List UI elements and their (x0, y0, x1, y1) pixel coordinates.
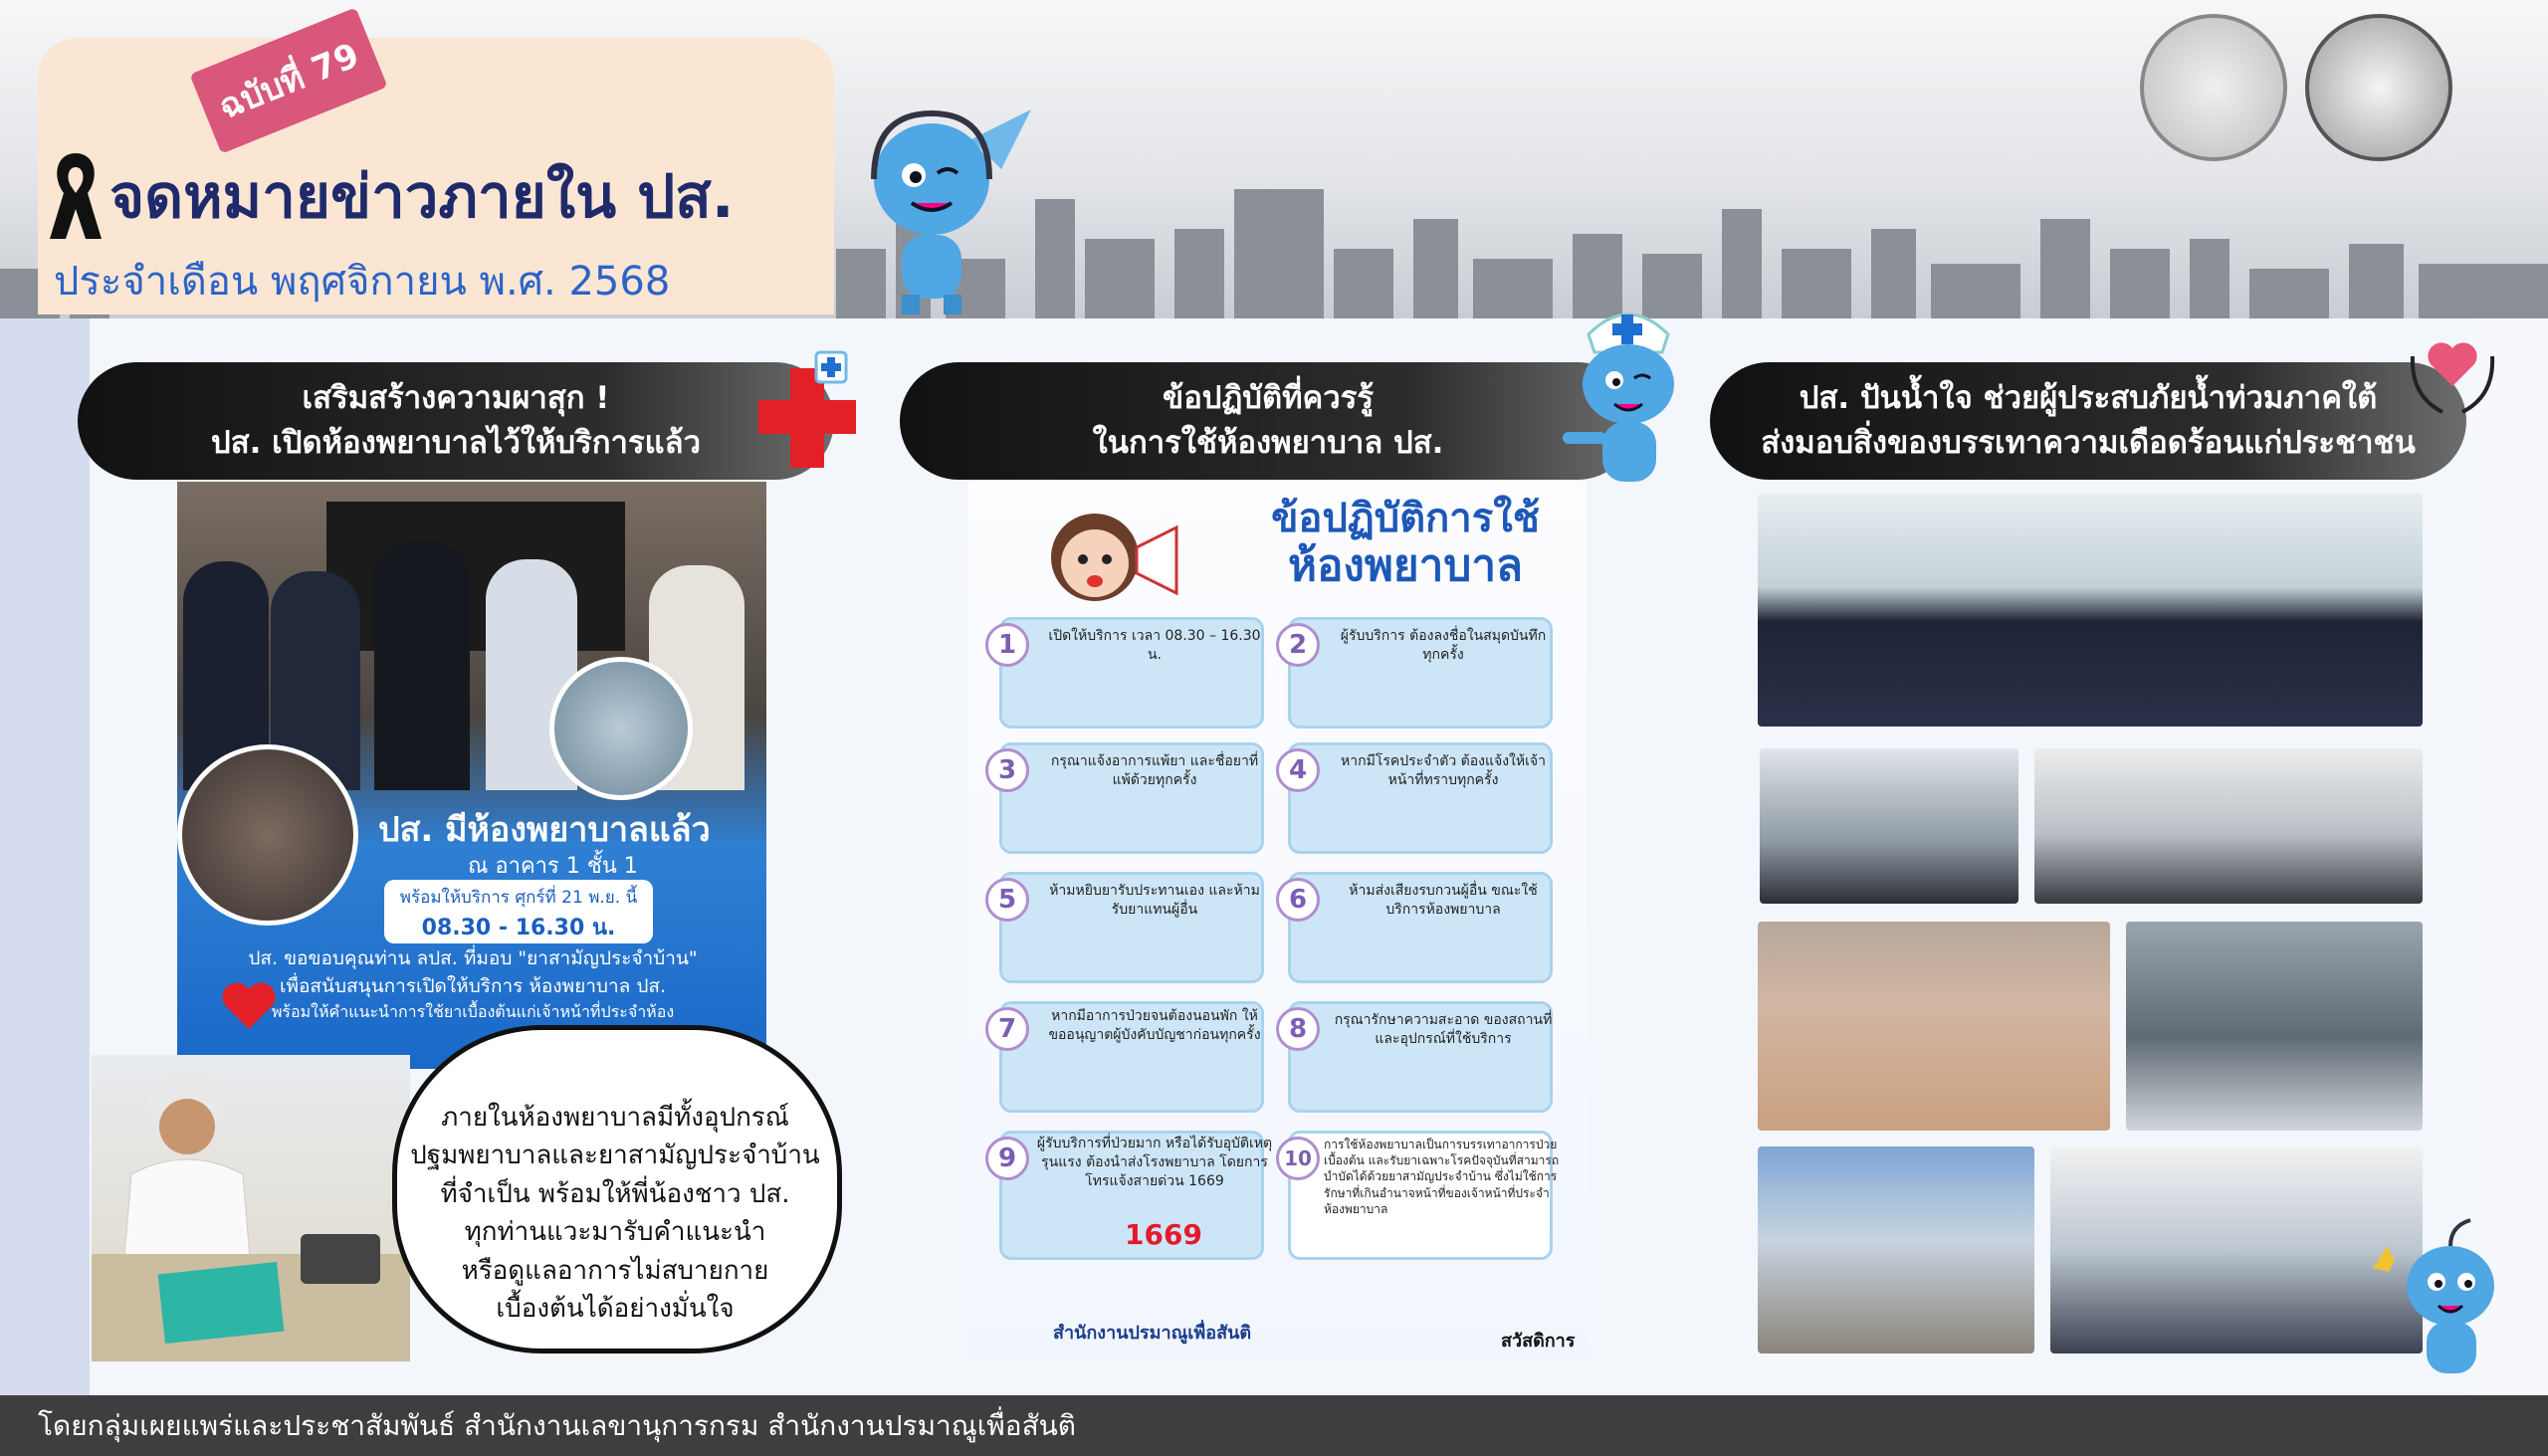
bubble-line1: ภายในห้องพยาบาลมีทั้งอุปกรณ์ (441, 1103, 789, 1133)
mascot-waving-icon (2369, 1216, 2508, 1385)
donation-photo-5 (2126, 922, 2423, 1131)
rule-number-10: 10 (1276, 1137, 1320, 1180)
column2-heading-line2: ในการใช้ห้องพยาบาล ปส. (1092, 425, 1444, 461)
rule-text-7: หากมีอาการป่วยจนต้องนอนพัก ให้ขออนุญาตผู้บังคับบัญชาก่อนทุกครั้ง (1048, 1008, 1261, 1043)
rule-text-10: การใช้ห้องพยาบาลเป็นการบรรเทาอาการป่วยเบื้องต้น และรับยาเฉพาะโรคปัจจุบันที่สามารถบำบัดได้ด้วยยาสามัญประจำบ้าน ซึ่งไม่ใช้การรักษาที่เกินอำนาจหน้าที่ของเจ้าหน้าที่ประจำห้องพยาบาล (1324, 1138, 1560, 1216)
hands-heart-icon (2405, 316, 2500, 416)
bubble-line4: ทุกท่านแวะมารับคำแนะนำ (464, 1217, 766, 1248)
rule-text-5: ห้ามหยิบยารับประทานเอง และห้ามรับยาแทนผู้อื่น (1049, 883, 1260, 918)
mourning-ribbon-icon (46, 149, 106, 243)
newsletter-subtitle: ประจำเดือน พฤศจิกายน พ.ศ. 2568 (54, 259, 671, 305)
column3-heading (1710, 362, 2466, 480)
banner-floor: ณ อาคาร 1 ชั้น 1 (468, 854, 638, 879)
bubble-line6: เบื้องต้นได้อย่างมั่นใจ (496, 1294, 735, 1325)
banner-thanks (199, 945, 746, 1023)
doctor-photo (92, 1055, 410, 1361)
ministry-seal-logo (2305, 14, 2452, 161)
rule-number-5: 5 (985, 878, 1029, 922)
left-side-band (0, 318, 90, 1395)
rule-text-4: หากมีโรคประจำตัว ต้องแจ้งให้เจ้าหน้าที่ทราบทุกครั้ง (1341, 753, 1546, 788)
oap-seal-logo (2140, 14, 2287, 161)
footer-credits: โดยกลุ่มเผยแพร่และประชาสัมพันธ์ สำนักงานเลขานุการกรม สำนักงานปรมาณูเพื่อสันติ (0, 1395, 2548, 1456)
banner-thanks-line1: ปส. ขอขอบคุณท่าน ลปส. ที่มอบ "ยาสามัญประจำบ้าน" (248, 947, 698, 969)
rule-number-2: 2 (1276, 623, 1320, 667)
rule-number-6: 6 (1276, 878, 1320, 922)
poster-title-line1: ข้อปฏิบัติการใช้ (1271, 496, 1540, 541)
red-cross-icon (752, 348, 862, 478)
agency-seals (2140, 14, 2458, 163)
rule-text-1: เปิดให้บริการ เวลา 08.30 – 16.30 น. (1048, 628, 1261, 663)
rule-number-7: 7 (985, 1007, 1029, 1051)
donation-photo-3 (2034, 748, 2423, 904)
banner-thanks-line3: พร้อมให้คำแนะนำการใช้ยาเบื้องต้นแก่เจ้าหน้าที่ประจำห้อง (271, 1002, 675, 1022)
column2-heading (900, 362, 1636, 480)
bubble-line5: หรือดูแลอาการไม่สบายกาย (461, 1255, 769, 1286)
rule-text-8: กรุณารักษาความสะอาด ของสถานที่และอุปกรณ์ที่ใช้บริการ (1334, 1012, 1553, 1047)
bubble-line2: ปฐมพยาบาลและยาสามัญประจำบ้าน (410, 1141, 820, 1171)
poster-footer-welfare: สวัสดิการ (1501, 1331, 1576, 1352)
column1-heading (78, 362, 834, 480)
rule-number-8: 8 (1276, 1007, 1320, 1051)
banner-title: ปส. มีห้องพยาบาลแล้ว (378, 810, 711, 850)
rule-number-1: 1 (985, 623, 1029, 667)
poster-title (1256, 496, 1555, 592)
newsletter-title: จดหมายข่าวภายใน ปส. (109, 162, 735, 232)
bubble-line3: ที่จำเป็น พร้อมให้พี่น้องชาว ปส. (440, 1178, 790, 1209)
group-donation-photo (1758, 494, 2423, 727)
hotline-number: 1669 (1125, 1218, 1202, 1251)
banner-thanks-line2: เพื่อสนับสนุนการเปิดให้บริการ ห้องพยาบาล ปส. (279, 974, 667, 997)
column1-heading-line1: เสริมสร้างความผาสุก ! (302, 380, 610, 417)
staff-person (374, 541, 470, 790)
rule-text-6: ห้ามส่งเสียงรบกวนผู้อื่น ขณะใช้บริการห้องพยาบาล (1349, 883, 1538, 918)
circle-photo-room (549, 657, 693, 800)
rule-number-4: 4 (1276, 748, 1320, 792)
heart-icon (221, 981, 277, 1031)
banner-ready-date: พร้อมให้บริการ ศุกร์ที่ 21 พ.ย. นี้ (399, 888, 638, 908)
donation-supplies-photo (1758, 922, 2110, 1131)
donation-photo-7 (2050, 1146, 2423, 1353)
rule-text-2: ผู้รับบริการ ต้องลงชื่อในสมุดบันทึกทุกครั้ง (1340, 628, 1547, 663)
banner-time-box (384, 880, 653, 943)
poster-footer-agency: สำนักงานปรมาณูเพื่อสันติ (1053, 1323, 1252, 1344)
speech-bubble-text (406, 1099, 824, 1329)
banner-opening-hours: 08.30 - 16.30 น. (421, 915, 616, 940)
rule-text-3: กรุณาแจ้งอาการแพ้ยา และชื่อยาที่แพ้ด้วยทุกครั้ง (1050, 753, 1259, 788)
rule-number-3: 3 (985, 748, 1029, 792)
doctor-figure (92, 1055, 410, 1361)
rule-text-9: ผู้รับบริการที่ป่วยมาก หรือได้รับอุบัติเหตุรุนแรง ต้องนำส่งโรงพยาบาล โดยการโทรแจ้งสายด่วน 1669 (1036, 1136, 1273, 1189)
mascot-headset-icon (852, 100, 1051, 318)
mascot-nurse-icon (1559, 305, 1698, 504)
issue-tag: ฉบับที่ 79 (189, 7, 387, 153)
column1-heading-line2: ปส. เปิดห้องพยาบาลไว้ให้บริการแล้ว (211, 425, 701, 461)
donation-photo-6 (1758, 1146, 2034, 1353)
donation-photo-2 (1760, 748, 2018, 904)
rule-number-9: 9 (985, 1137, 1029, 1180)
column3-heading-line2: ส่งมอบสิ่งของบรรเทาความเดือดร้อนแก่ประชาชน (1761, 425, 2416, 461)
circle-photo-staff (177, 744, 358, 926)
column2-heading-line1: ข้อปฏิบัติที่ควรรู้ (1163, 380, 1374, 417)
poster-title-line2: ห้องพยาบาล (1287, 540, 1523, 591)
tv-screen (326, 502, 625, 651)
column3-heading-line1: ปส. ปันน้ำใจ ช่วยผู้ประสบภัยน้ำท่วมภาคใต้ (1799, 380, 2378, 417)
girl-megaphone-icon (1045, 498, 1184, 617)
